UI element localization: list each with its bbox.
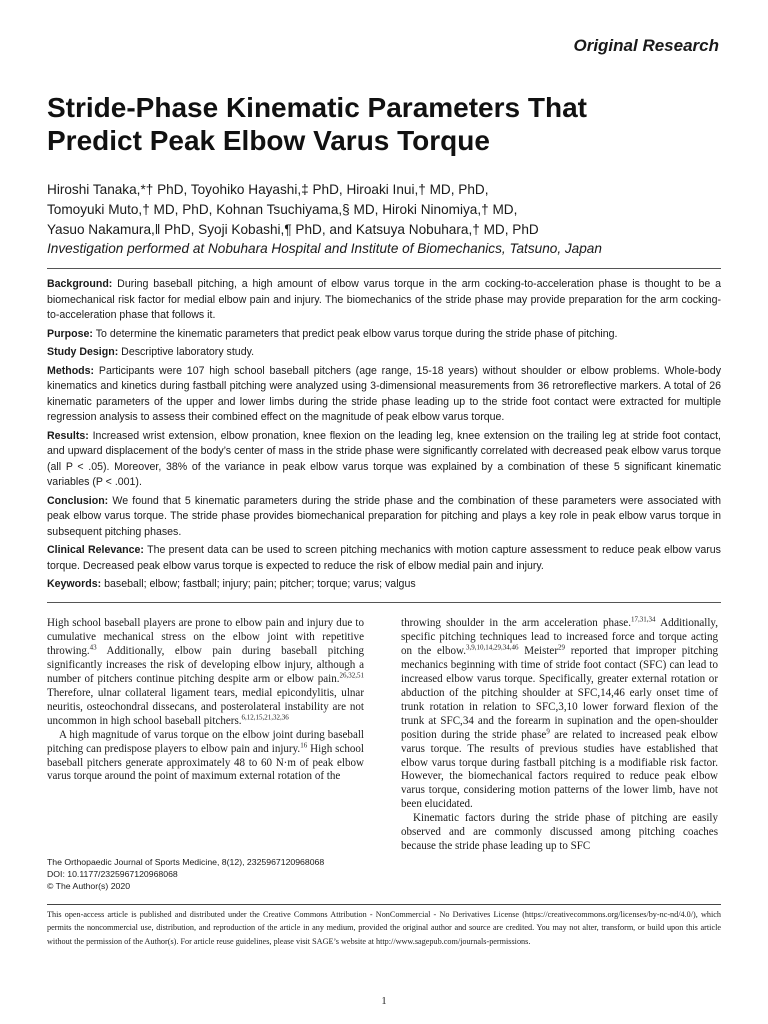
license-notice: This open-access article is published and distributed under the Creative Commons Attribution - NonCommercial - No Derivatives License (https://creativecommons.org/licenses/by-nc-nd/4.0/), which permits the noncommercial use, distribution, and reproduction of the article in any medium, provided the original author and source are credited. You may not alter, transform, or build upon this article without the permission of the Author(s). For article reuse guidelines, please visit SAGE’s website at http://www.sagepub.com/journals-permissions. [47, 904, 721, 948]
results-text: Increased wrist extension, elbow pronation, knee flexion on the leading leg, knee extension on the trailing leg at stride foot contact, and upward displacement of the body’s center of mass in the stride phase were significantly correlated with decreased peak elbow varus torque (all P < .05). Moreover, 38% of the variance in peak elbow varus torque was explained by a combination of these 5 significant kinematic variables (P < .001). [47, 429, 721, 488]
author-line-2: Tomoyuki Muto,† MD, PhD, Kohnan Tsuchiyama,§ MD, Hiroki Ninomiya,† MD, [47, 202, 518, 217]
keywords-label: Keywords: [47, 578, 102, 590]
conclusion-label: Conclusion: [47, 494, 109, 507]
clinical-label: Clinical Relevance: [47, 544, 144, 556]
body-column-left [47, 617, 364, 784]
author-list [47, 180, 737, 240]
abstract-conclusion [47, 494, 721, 541]
abstract-methods [47, 364, 721, 426]
methods-label: Methods: [47, 364, 95, 377]
author-line-1: Hiroshi Tanaka,*† PhD, Toyohiko Hayashi,‡ PhD, Hiroaki Inui,† MD, PhD, [47, 182, 489, 197]
journal-citation-line: The Orthopaedic Journal of Sports Medicine, 8(12), 2325967120968068 [47, 857, 325, 867]
abstract-keywords [47, 577, 721, 593]
article-title [47, 91, 727, 157]
abstract [47, 268, 721, 603]
title-line-1: Stride-Phase Kinematic Parameters That [47, 92, 587, 123]
body-paragraph: A high magnitude of varus torque on the elbow joint during baseball pitching can predispose players to elbow pain and injury.$^{16}$ High school baseball pitchers generate approximately 48 to 60 N·m of peak elbow varus torque around the point of maximum external rotation of the [47, 728, 364, 783]
section-label: Original Research [573, 36, 719, 55]
results-label: Results: [47, 429, 89, 442]
body-paragraph: Kinematic factors during the stride phase of pitching are easily observed and are commonly discussed among pitching coaches because the stride phase leading up to SFC [401, 812, 718, 853]
author-line-3: Yasuo Nakamura,‖ PhD, Syoji Kobashi,¶ PhD, and Katsuya Nobuhara,† MD, PhD [47, 222, 539, 237]
purpose-text: To determine the kinematic parameters that predict peak elbow varus torque during the stride phase of pitching. [95, 327, 618, 340]
journal-citation [47, 856, 387, 892]
abstract-purpose [47, 327, 721, 343]
body-column-right [401, 617, 718, 854]
methods-text: Participants were 107 high school baseball pitchers (age range, 15-18 years) without shoulder or elbow problems. Whole-body kinematics and kinetics during fastball pitching were analyzed using 3-dimensional measurements from 36 retroreflective markers. A total of 26 kinematic parameters of the upper and lower limbs during the stride phase leading up to the stride foot contact were extracted for multiple regression analysis to assess their combined effect on the magnitude of peak elbow varus torque. [47, 364, 721, 423]
purpose-label: Purpose: [47, 327, 93, 340]
abstract-background [47, 277, 721, 324]
doi-line: DOI: 10.1177/2325967120968068 [47, 869, 178, 879]
body-paragraph: throwing shoulder in the arm acceleration phase.$^{17,31,34}$ Additionally, specific pitching techniques lead to increased force and torque acting on the elbow.$^{3,9,10,14,29,34,46}$ Meister$^{29}$ reported that improper pitching mechanics beginning with time of stride foot contact (SFC) can lead to increased elbow varus torque. Specifically, greater external rotation or abduction of the pitching shoulder at SFC,14,46 early onset time of trunk rotation in relation to SFC,3,10 lower forward flexion of the trunk at SFC,34 and the forearm in supination and the open-shoulder position during the stride phase$^9$ are related to increased peak elbow varus torque. The results of previous studies have established that elbow varus torque during fastball pitching is a modifiable risk factor. However, the biomechanical factors required to reduce peak elbow varus torque, considering motion patterns of the lower limb, have not been elucidated. [401, 615, 719, 811]
conclusion-text: We found that 5 kinematic parameters during the stride phase and the combination of these parameters were associated with peak elbow varus torque. The stride phase provides biomechanical preparation for pitching and plays a key role in peak elbow varus torque in subsequent pitching phases. [47, 494, 721, 538]
page-number: 1 [381, 996, 387, 1007]
clinical-text: The present data can be used to screen pitching mechanics with motion capture assessment to reduce peak elbow varus torque. Decreased peak elbow varus torque is expected to reduce the risk of elbow medial pain and injury. [47, 544, 721, 572]
design-label: Study Design: [47, 346, 119, 358]
design-text: Descriptive laboratory study. [121, 346, 255, 358]
title-line-2: Predict Peak Elbow Varus Torque [47, 125, 490, 156]
copyright-line: © The Author(s) 2020 [47, 881, 131, 891]
keywords-text: baseball; elbow; fastball; injury; pain; pitcher; torque; varus; valgus [104, 578, 416, 590]
abstract-results [47, 429, 721, 491]
background-text: During baseball pitching, a high amount of elbow varus torque in the arm cocking-to-acceleration phase is thought to be a biomechanical risk factor for medial elbow pain and injury. The biomechanics of the stride phase may provide preparation for the arm cocking-to-acceleration phase that follows it. [47, 278, 722, 321]
body-paragraph: High school baseball players are prone to elbow pain and injury due to cumulative mechanical stress on the elbow joint with repetitive throwing.$^{43}$ Additionally, elbow pain during baseball pitching significantly increases the risk of developing elbow injury, although a number of pitchers continue pitching despite arm or elbow pain.$^{26,32,51}$ Therefore, ulnar collateral ligament tears, medial epicondylitis, ulnar neuritis, osteochondral dissecans, and posterolateral instability are not uncommon in high school baseball pitchers.$^{6,12,15,21,32,36}$ [47, 617, 364, 727]
affiliation: Investigation performed at Nobuhara Hospital and Institute of Biomechanics, Tatsuno, Japan [47, 241, 602, 256]
background-label: Background: [47, 278, 113, 290]
abstract-study-design [47, 345, 721, 361]
abstract-clinical-relevance [47, 543, 721, 574]
